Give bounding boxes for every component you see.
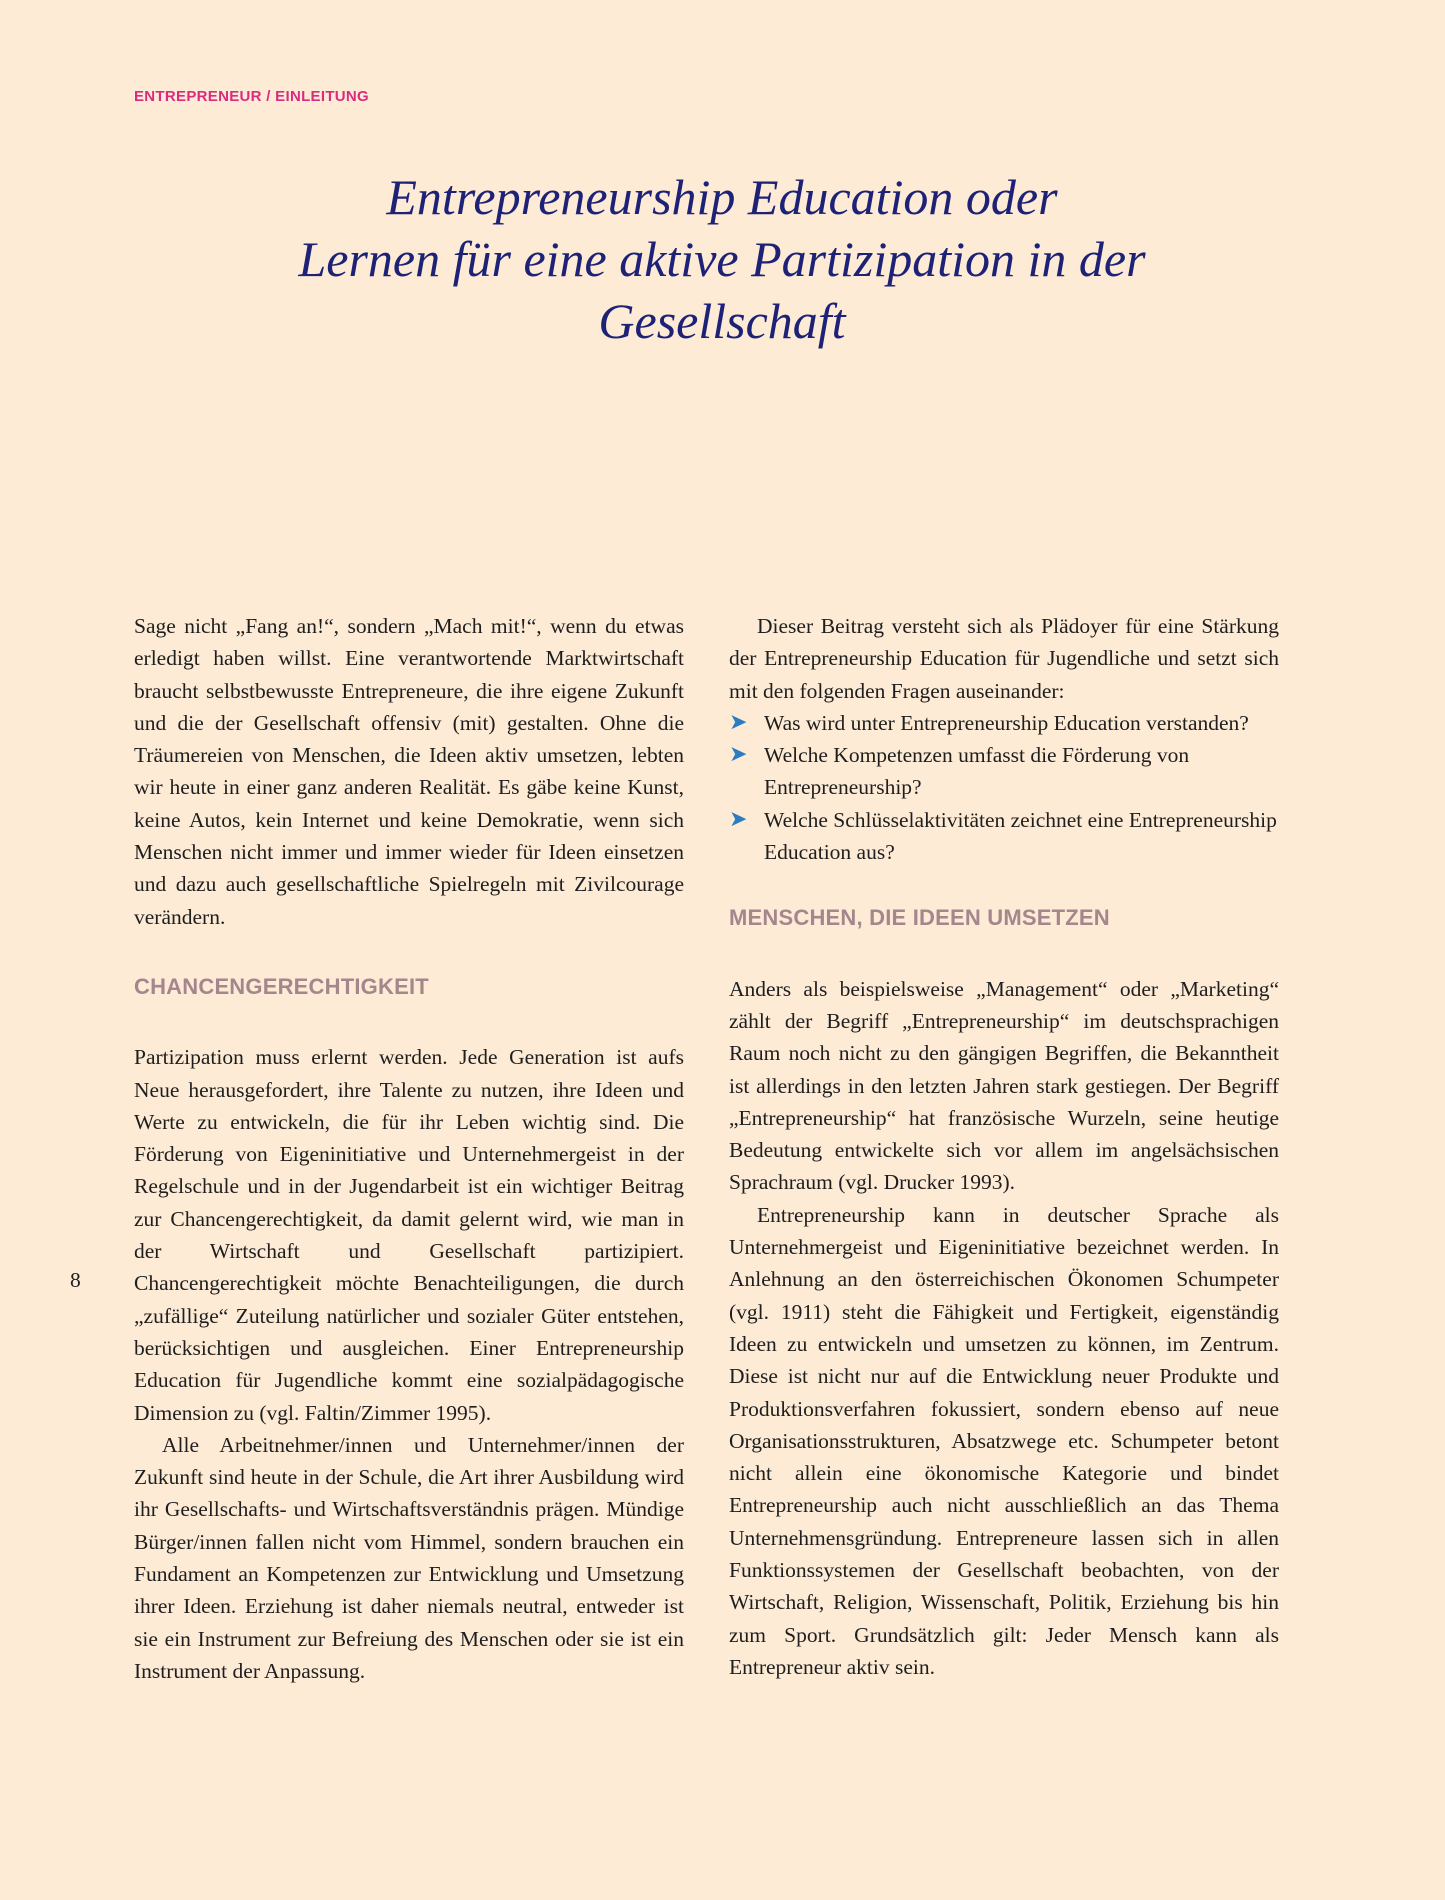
intro-paragraph: Sage nicht „Fang an!“, sondern „Mach mit!“, wenn du etwas erledigt haben willst. Eine verantwortende Marktwirtschaft braucht selbstbewusste Entrepreneure, die ihre eigene Zukunft und die der Gesellschaft offensiv (mit) gestalten. Ohne die Träumereien von Menschen, die Ideen aktiv umsetzen, lebten wir heute in einer ganz anderen Realität. Es gäbe keine Kunst, keine Autos, kein Internet und keine Demokratie, wenn sich Menschen nicht immer und immer wieder für Ideen einsetzen und dazu auch gesellschaftliche Spielregeln mit Zivilcourage verändern. <box>134 614 684 929</box>
body-paragraph: Anders als beispielsweise „Management“ oder „Marketing“ zählt der Begriff „Entrepreneurship“ im deutschsprachigen Raum noch nicht zu den gängigen Begriffen, die Bekanntheit ist allerdings in den letzten Jahren stark gestiegen. Der Begriff „Entrepreneurship“ hat französische Wurzeln, seine heutige Bedeutung entwickelte sich vor allem im angelsächsischen Sprachraum (vgl. Drucker 1993). <box>729 976 1279 1195</box>
page-title <box>134 166 1310 352</box>
question-list <box>729 707 1279 868</box>
section-heading-chancengerechtigkeit: CHANCENGERECHTIGKEIT <box>134 973 429 999</box>
title-line-1: Entrepreneurship Education oder <box>386 169 1058 225</box>
right-column <box>729 610 1279 1683</box>
body-paragraph: Entrepreneurship kann in deutscher Sprache als Unternehmergeist und Eigeninitiative bezeichnet werden. In Anlehnung an den österreichischen Ökonomen Schumpeter (vgl. 1911) steht die Fähigkeit und Fertigkeit, eigenständig Ideen zu entwickeln und umsetzen zu können, im Zentrum. Diese ist nicht nur auf die Entwicklung neuer Produkte und Produktionsverfahren fokussiert, sondern ebenso auf neue Organisationsstrukturen, Absatzwege etc. Schumpeter betont nicht allein eine ökonomische Kategorie und bindet Entrepreneurship auch nicht ausschließlich an das Thema Unternehmensgründung. Entrepreneure lassen sich in allen Funktionssystemen der Gesellschaft beobachten, von der Wirtschaft, Religion, Wissenschaft, Politik, Erziehung bis hin zum Sport. Grundsätzlich gilt: Jeder Mensch kann als Entrepreneur aktiv sein. <box>729 1202 1279 1679</box>
list-item-text: Was wird unter Entrepreneurship Education verstanden? <box>764 710 1249 735</box>
arrow-right-icon: ➤ <box>729 742 748 768</box>
list-item-text: Welche Schlüsselaktivitäten zeichnet eine Entrepreneurship Education aus? <box>764 807 1277 865</box>
section-heading-menschen: MENSCHEN, DIE IDEEN UMSETZEN <box>729 905 1110 931</box>
list-item-text: Welche Kompetenzen umfasst die Förderung von Entrepreneurship? <box>764 743 1190 800</box>
section-breadcrumb: ENTREPRENEUR / EINLEITUNG <box>134 88 370 105</box>
arrow-right-icon: ➤ <box>729 806 748 832</box>
list-item <box>729 804 1279 869</box>
left-column <box>134 610 684 1687</box>
title-line-2: Lernen für eine aktive Partizipation in der <box>298 231 1146 287</box>
arrow-right-icon: ➤ <box>729 709 748 735</box>
body-paragraph: Alle Arbeitnehmer/innen und Unternehmer/innen der Zukunft sind heute in der Schule, die Art ihrer Ausbildung wird ihr Gesellschafts- und Wirtschaftsverständnis prägen. Mündige Bürger/innen fallen nicht vom Himmel, sondern brauchen ein Fundament an Kompetenzen zur Entwicklung und Umsetzung ihrer Ideen. Erziehung ist daher niemals neutral, entweder ist sie ein Instrument zur Befreiung des Menschen oder sie ist ein Instrument der Anpassung. <box>134 1432 684 1683</box>
intro-paragraph: Dieser Beitrag versteht sich als Plädoyer für eine Stärkung der Entrepreneurship Education für Jugendliche und setzt sich mit den folgenden Fragen auseinander: <box>729 614 1279 703</box>
list-item <box>729 707 1279 739</box>
list-item <box>729 739 1279 804</box>
body-paragraph: Partizipation muss erlernt werden. Jede Generation ist aufs Neue herausgefordert, ihre Talente zu nutzen, ihre Ideen und Werte zu entwickeln, die für ihr Leben wichtig sind. Die Förderung von Eigeninitiative und Unternehmergeist in der Regelschule und in der Jugendarbeit ist ein wichtiger Beitrag zur Chancengerechtigkeit, da damit gelernt wird, wie man in der Wirtschaft und Gesellschaft partizipiert. Chancengerechtigkeit möchte Benachteiligungen, die durch „zufällige“ Zuteilung natürlicher und sozialer Güter entstehen, berücksichtigen und ausgleichen. Einer Entrepreneurship Education für Jugendliche kommt eine sozialpädagogische Dimension zu (vgl. Faltin/Zimmer 1995). <box>134 1045 684 1425</box>
title-line-3: Gesellschaft <box>598 293 846 349</box>
page-number: 8 <box>70 1268 81 1292</box>
